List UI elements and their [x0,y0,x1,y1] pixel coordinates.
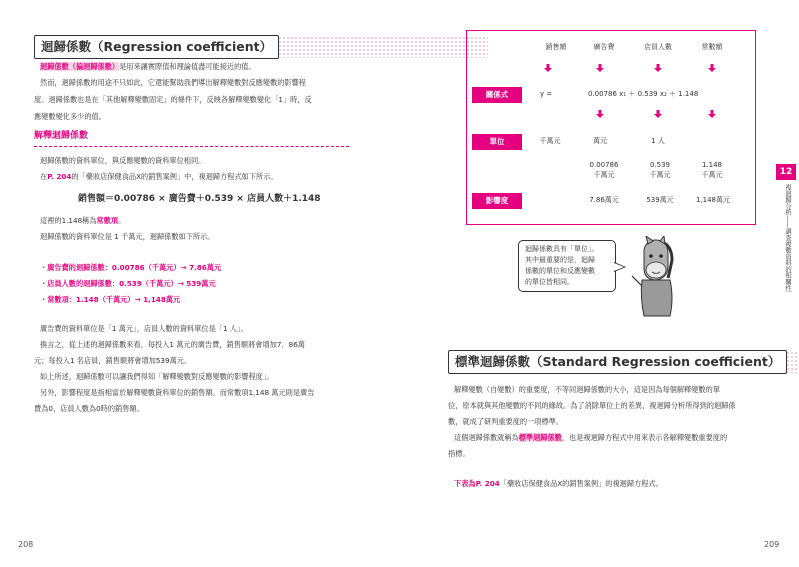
section-title: 解釋迴歸係數 [34,131,89,141]
section-divider [34,146,349,147]
speech-bubble [518,240,616,292]
arrow-down-icon [708,64,716,72]
chapter-tab: 12 [776,164,796,180]
para-8b: 費為0、店員人數為0時的銷售額。 [34,404,144,413]
bubble-line-2: 其中最重要的是，迴歸 [525,256,595,264]
conv-constant-value: 1.148 [701,161,723,169]
row-label-formula: 關係式 [472,87,522,103]
equation: 銷售額＝0.00786 × 廣告費＋0.539 × 店員人數＋1.148 [78,194,321,204]
horse-character-illustration [626,236,686,318]
chapter-title: 複迴歸分析——調查複數資料的相關性 [784,184,791,292]
formula-y: y = [540,90,553,98]
right-page-number: 209 [764,540,780,549]
para-3-pre: 這裡的1.148稱為 [40,216,97,225]
bullet-constant: ・常數項：1.148（千萬元）→ 1,148萬元 [40,295,181,304]
arrow-down-icon [708,110,716,118]
conv-ad-unit: 千萬元 [593,171,615,179]
para-1: 迴歸係數的資料單位，與反應變數的資料單位相同。 [40,156,206,165]
bubble-line-4: 的單位皆相同。 [525,278,574,286]
arrow-down-icon [654,110,662,118]
right-para-6 [454,478,663,489]
right-para-5: 指標。 [448,449,470,458]
bubble-tail-inner [614,263,624,271]
conv-staff-unit: 千萬元 [649,171,671,179]
impact-constant: 1,148萬元 [695,196,731,204]
unit-staff: 1 人 [651,137,665,145]
para-2-post: 的「藥妝店保健食品X的銷售案例」中，複迴歸方程式如下所示。 [71,172,278,181]
row-label-impact: 影響度 [472,193,522,209]
table-ref-link[interactable]: 下表為P. 204 [454,479,500,488]
header-sales: 銷售額 [545,43,567,51]
para-3-post: 。 [118,216,126,225]
constant-term: 常數項 [96,216,119,225]
right-para-2: 位，原本就與其他變數的不同的緣故。為了消除單位上的差異，複迴歸分析所得到的迴歸係 [448,401,736,410]
intro-line-4: 應變數變化多少的值。 [34,112,106,121]
para-2-pre: 在 [40,172,48,181]
arrow-down-icon [596,110,604,118]
unit-sales: 千萬元 [539,137,561,145]
right-para-4-pre: 這個迴歸係數就稱為 [454,433,519,442]
para-4: 迴歸係數的資料單位是 1 千萬元，迴歸係數如下所示。 [40,232,215,241]
header-constant: 常數額 [701,43,723,51]
page-ref-link[interactable]: P. 204 [47,172,72,181]
intro-line-3: 度。迴歸係數也是在「其他解釋變數固定」的條件下，反映各解釋變數變化「1」時，反 [34,95,312,104]
right-para-4 [454,432,727,443]
row-label-unit: 單位 [472,134,522,150]
left-title: 迴歸係數（Regression coefficient） [34,35,279,59]
right-title: 標準迴歸係數（Standard Regression coefficient） [448,350,787,374]
header-staff: 店員人數 [644,43,672,51]
conv-staff [640,160,680,180]
standard-coefficient-term: 標準迴歸係數 [518,433,562,442]
conv-ad-value: 0.00786 [589,161,619,169]
intro-term: 迴歸係數（偏迴歸係數） [40,62,120,71]
bullet-ad: ・廣告費的迴歸係數：0.00786（千萬元）→ 7.86萬元 [40,263,222,272]
arrow-down-icon [544,64,552,72]
para-8a: 另外，影響程度是指相當於解釋變數資料單位的銷售額。而常數項1,148 萬元則是廣告 [40,388,315,397]
para-6a: 換言之，從上述的迴歸係數來看，每投入1 萬元的廣告費，銷售額將會增加7．86萬 [40,340,305,349]
right-para-3: 數，就成了研判重要度的一項標準。 [448,417,564,426]
arrow-down-icon [596,64,604,72]
intro-line-2: 然而，迴歸係數的用途不只如此，它還能幫助我們導出解釋變數對反應變數的影響程 [40,78,306,87]
conv-ad [584,160,624,180]
bubble-line-1: 迴歸係數具有「單位」。 [525,245,599,253]
formula-rest: 0.00786 x₁ ＋ 0.539 x₂ ＋ 1.148 [588,90,699,98]
right-para-1: 解釋變數（自變數）的重要度，不等同迴歸係數的大小，這是因為每個解釋變數的單 [454,385,720,394]
right-para-4-post: ，也是複迴歸方程式中用來表示各解釋變數重要度的 [561,433,728,442]
conv-constant [692,160,732,180]
unit-ad: 萬元 [593,137,607,145]
header-ad: 廣告費 [593,43,615,51]
impact-ad: 7.86萬元 [589,196,619,204]
para-5: 廣告費的資料單位是「1 萬元」，店員人數的資料單位是「1 人」。 [40,324,248,333]
para-7: 如上所述，迴歸係數可以讓我們得知「解釋變數對反應變數的影響程度」。 [40,372,274,381]
conv-staff-value: 0.539 [649,161,671,169]
conv-constant-unit: 千萬元 [701,171,723,179]
para-6b: 元；每投入1 名店員，銷售額將會增加539萬元。 [34,356,192,365]
left-page-number: 208 [18,540,34,549]
impact-staff: 539萬元 [646,196,674,204]
para-2 [40,171,278,182]
bubble-line-3: 係數的單位和反應變數 [525,267,595,275]
arrow-down-icon [654,64,662,72]
bullet-staff: ・店員人數的迴歸係數：0.539（千萬元）→ 539萬元 [40,279,216,288]
intro-line-1 [40,61,256,72]
right-para-6-post: 「藥妝店保健食品X的銷售案例」的複迴歸方程式。 [499,479,663,488]
intro-line-1-text: 是用來讓實際值和理論值盡可能接近的值。 [119,62,256,71]
para-3 [40,215,125,226]
